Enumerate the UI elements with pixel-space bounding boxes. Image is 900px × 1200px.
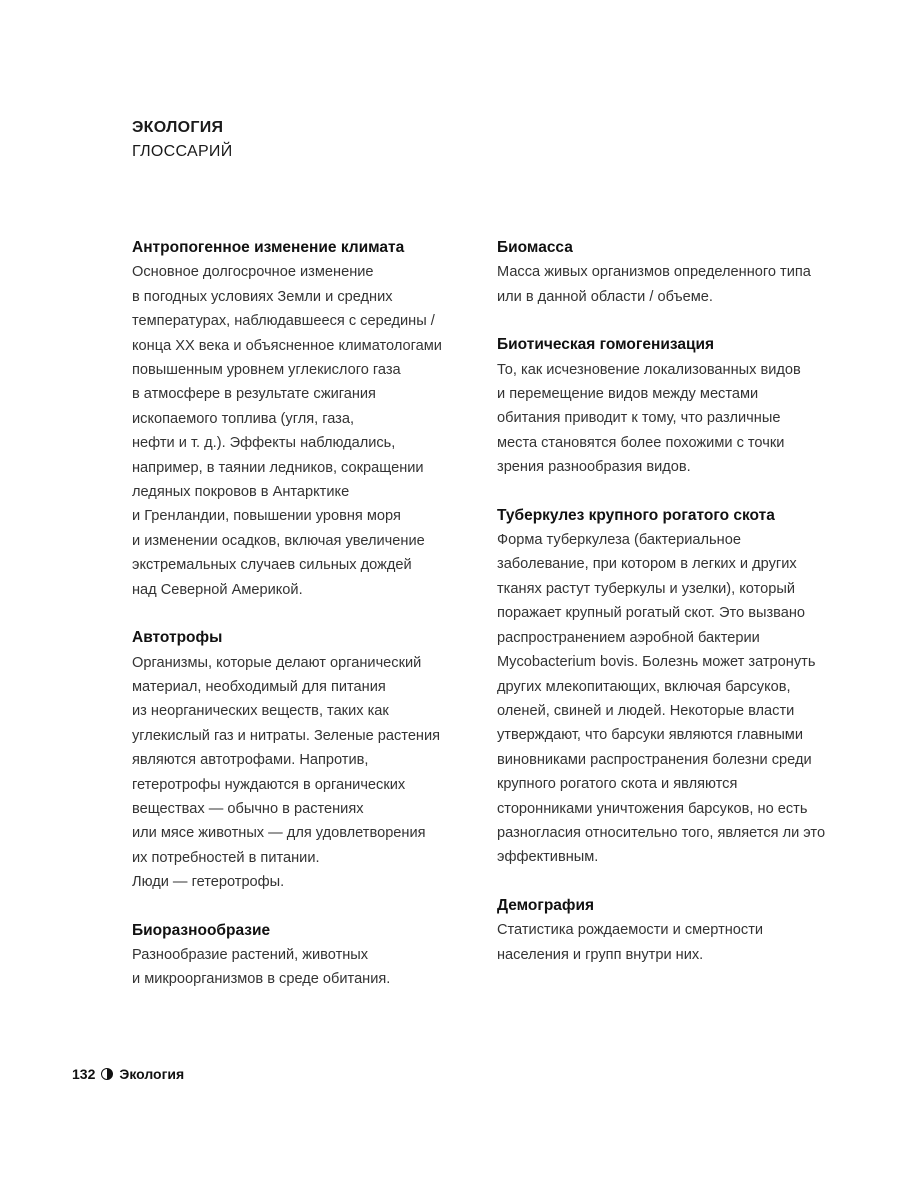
glossary-definition-line: Статистика рождаемости и смертности — [497, 922, 764, 939]
glossary-definition-line: их потребностей в питании. — [132, 849, 320, 866]
glossary-entry — [497, 236, 847, 309]
glossary-definition-line: Форма туберкулеза (бактериальное — [497, 532, 741, 549]
glossary-definition-line: обитания приводит к тому, что различные — [497, 410, 781, 427]
page-number: 132 — [72, 1066, 96, 1082]
page-subtitle: ГЛОССАРИЙ — [132, 143, 233, 160]
half-circle-icon — [101, 1068, 113, 1080]
glossary-definition-line: других млекопитающих, включая барсуков, — [497, 678, 791, 695]
glossary-definition-line: материал, необходимый для питания — [132, 678, 386, 695]
glossary-entry — [132, 919, 482, 992]
glossary-definition-line: зрения разнообразия видов. — [497, 459, 691, 476]
footer-book-title: Экология — [119, 1066, 185, 1082]
glossary-definition-line: или в данной области / объеме. — [497, 288, 713, 305]
glossary-definition-line: нефти и т. д.). Эффекты наблюдались, — [132, 435, 396, 452]
page-footer — [72, 1066, 184, 1082]
glossary-definition-line: Организмы, которые делают органический — [132, 654, 422, 671]
glossary-definition-line: утверждают, что барсуки являются главными — [497, 727, 803, 744]
glossary-definition-line: являются автотрофами. Напротив, — [132, 752, 369, 769]
glossary-definition-line: То, как исчезновение локализованных видов — [497, 361, 801, 378]
page-header — [132, 116, 233, 164]
glossary-left-column — [132, 236, 482, 1016]
glossary-definition-line: углекислый газ и нитраты. Зеленые растения — [132, 727, 441, 744]
glossary-definition-line: из неорганических веществ, таких как — [132, 703, 389, 720]
glossary-definition-line: Люди — гетеротрофы. — [132, 874, 285, 891]
glossary-definition-line: крупного рогатого скота и являются — [497, 776, 738, 793]
glossary-definition-line: Основное долгосрочное изменение — [132, 264, 374, 281]
glossary-term: Биотическая гомогенизация — [497, 336, 715, 354]
glossary-definition-line: над Северной Америкой. — [132, 581, 303, 598]
glossary-definition-line: Масса живых организмов определенного типа — [497, 264, 811, 281]
glossary-definition-line: тканях растут туберкулы и узелки), который — [497, 580, 795, 597]
glossary-term: Антропогенное изменение климата — [132, 239, 405, 256]
glossary-definition-line: например, в таянии ледников, сокращении — [132, 459, 424, 476]
glossary-definition-line: ископаемого топлива (угля, газа, — [132, 410, 355, 427]
glossary-definition-line: температурах, наблюдавшееся с середины / — [132, 313, 435, 330]
glossary-definition-line: экстремальных случаев сильных дождей — [132, 557, 412, 574]
glossary-term: Туберкулез крупного рогатого скота — [497, 506, 775, 524]
glossary-definition-line: распространением аэробной бактерии — [497, 629, 760, 646]
glossary-definition-line: Mycobacterium bovis. Болезнь может затронуть — [497, 654, 816, 671]
glossary-definition-line: конца XX века и объясненное климатологами — [132, 337, 442, 354]
glossary-term: Автотрофы — [132, 629, 223, 647]
glossary-definition-line: разногласия относительно того, является ли это — [497, 824, 826, 841]
glossary-definition-line: и Гренландии, повышении уровня моря — [132, 508, 401, 525]
glossary-definition-line: места становятся более похожими с точки — [497, 434, 785, 451]
glossary-definition-line: веществах — обычно в растениях — [132, 800, 364, 817]
glossary-term: Биоразнообразие — [132, 921, 271, 939]
glossary-entry — [497, 504, 847, 870]
glossary-definition-line: в погодных условиях Земли и средних — [132, 288, 393, 305]
glossary-definition-line: и микроорганизмов в среде обитания. — [132, 971, 391, 988]
glossary-entry — [132, 236, 482, 602]
glossary-right-column — [497, 236, 847, 991]
glossary-definition-line: эффективным. — [497, 849, 599, 866]
glossary-definition-line: или мясе животных — для удовлетворения — [132, 825, 426, 842]
glossary-term: Биомасса — [497, 239, 573, 256]
glossary-definition-line: повышенным уровнем углекислого газа — [132, 362, 401, 379]
glossary-entry — [497, 333, 847, 479]
glossary-term: Демография — [497, 896, 595, 914]
glossary-definition-line: гетеротрофы нуждаются в органических — [132, 776, 406, 793]
glossary-definition-line: населения и групп внутри них. — [497, 946, 704, 963]
glossary-entry — [132, 626, 482, 894]
glossary-definition-line: заболевание, при котором в легких и других — [497, 556, 797, 573]
glossary-definition-line: оленей, свиней и людей. Некоторые власти — [497, 702, 795, 719]
glossary-definition-line: поражает крупный рогатый скот. Это вызвано — [497, 605, 806, 622]
glossary-definition-line: Разнообразие растений, животных — [132, 946, 369, 963]
glossary-entry — [497, 894, 847, 967]
glossary-definition-line: ледяных покровов в Антарктике — [132, 484, 350, 501]
page-title: ЭКОЛОГИЯ — [132, 119, 224, 136]
glossary-definition-line: и изменении осадков, включая увеличение — [132, 532, 425, 549]
glossary-definition-line: в атмосфере в результате сжигания — [132, 386, 376, 403]
glossary-definition-line: сторонниками уничтожения барсуков, но есть — [497, 800, 808, 817]
glossary-definition-line: и перемещение видов между местами — [497, 386, 759, 403]
glossary-definition-line: виновниками распространения болезни среди — [497, 751, 812, 768]
